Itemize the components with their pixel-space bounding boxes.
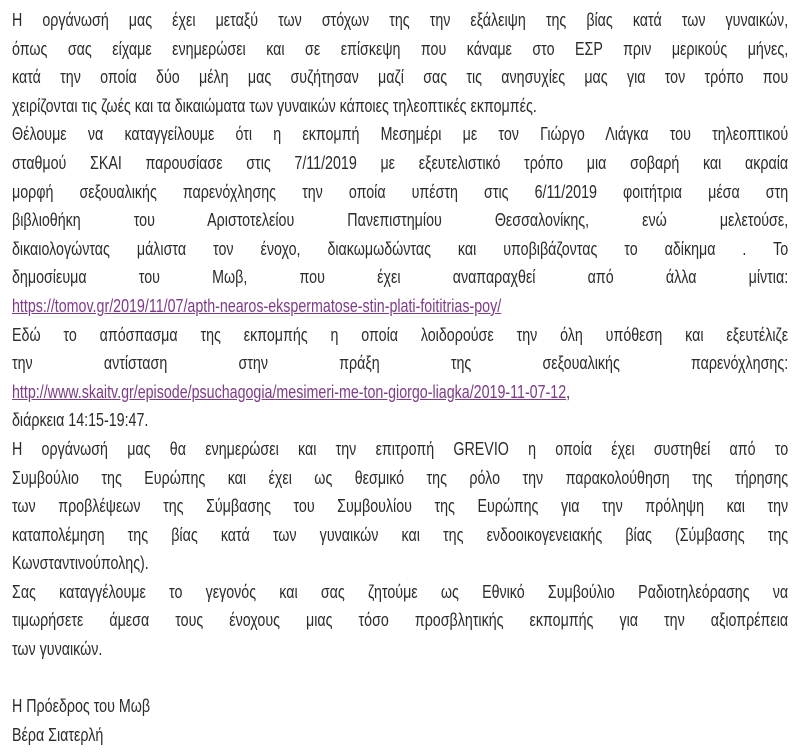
text-line: δημοσίευμα του Μωβ, που έχει αναπαραχθεί από άλλα μίντια: (12, 267, 789, 288)
text-line: Σας καταγγέλουμε το γεγονός και σας ζητούμε ως Εθνικό Συμβούλιο Ραδιοτηλεόρασης να (12, 581, 789, 602)
duration-text: διάρκεια 14:15-19:47. (12, 410, 149, 431)
text-line: κατά την οποία δύο μέλη μας συζήτησαν μαζί σας τις ανησυχίες μας για τον τρόπο που (12, 67, 789, 88)
text-line: τιμωρήσετε άμεσα τους ένοχους μιας τόσο προσβλητικής εκπομπής για την αξιοπρέπεια (12, 610, 789, 631)
skaitv-episode-link[interactable]: http://www.skaitv.gr/episode/psuchagogia/mesimeri-me-ton-giorgo-liagka/2019-11-07-12 (12, 381, 567, 402)
tomov-article-link[interactable]: https://tomov.gr/2019/11/07/apth-nearos-ekspermatose-stin-plati-foititrias-poy/ (12, 295, 502, 316)
letter-body (12, 6, 788, 749)
text-line: των προβλέψεων της Σύμβασης του Συμβουλίου της Ευρώπης για την πρόληψη και την (12, 496, 789, 517)
text-line: Εδώ το απόσπασμα της εκπομπής η οποία λοιδορούσε την όλη υπόθεση και εξευτέλιζε (12, 324, 789, 345)
signature-name: Βέρα Σιατερλή (12, 724, 104, 745)
text-line: Κωνσταντινούπολης). (12, 553, 149, 574)
text-line: καταπολέμηση της βίας κατά των γυναικών και της ενδοοικογενειακής βίας (Σύμβασης της (12, 524, 789, 545)
text-line: των γυναικών. (12, 639, 103, 660)
paragraph-complaint (12, 120, 788, 320)
link-line (12, 378, 788, 407)
text-line: βιβλιοθήκη του Αριστοτελείου Πανεπιστημίου Θεσσαλονίκης, ενώ μελετούσε, (12, 210, 789, 231)
spacer (12, 664, 788, 693)
text-line: Η οργάνωσή μας θα ενημερώσει και την επιτροπή GREVIO η οποία έχει συστηθεί από το (12, 438, 789, 459)
text-line: Θέλουμε να καταγγείλουμε ότι η εκπομπή Μεσημέρι με τον Γιώργο Λιάγκα του τηλεοπτικού (12, 124, 789, 145)
link-suffix: , (566, 381, 571, 402)
link-line (12, 292, 788, 321)
text-line: σταθμού ΣΚΑΙ παρουσίασε στις 7/11/2019 με εξευτελιστικό τρόπο μια σοβαρή και ακραία (12, 152, 789, 173)
text-line: την αντίσταση στην πράξη της σεξουαλικής παρενόχλησης: (12, 353, 789, 374)
paragraph-request (12, 578, 788, 664)
signature-block (12, 692, 788, 749)
paragraph-excerpt (12, 321, 788, 435)
text-line: μορφή σεξουαλικής παρενόχλησης την οποία υπέστη στις 6/11/2019 φοιτήτρια μέσα στη (12, 181, 789, 202)
text-line: Η οργάνωσή μας έχει μεταξύ των στόχων της την εξάλειψη της βίας κατά των γυναικών, (12, 10, 789, 30)
text-line: Συμβούλιο της Ευρώπης και έχει ως θεσμικό της ρόλο την παρακολούθηση της τήρησης (12, 467, 789, 488)
text-line: όπως σας είχαμε ενημερώσει και σε επίσκεψη που κάναμε στο ΕΣΡ πριν μερικούς μήνες, (12, 38, 789, 59)
signature-role: Η Πρόεδρος του Μωβ (12, 696, 151, 717)
text-line: δικαιολογώντας μάλιστα τον ένοχο, διακωμωδώντας και υποβιβάζοντας το αδίκημα . Το (12, 238, 789, 259)
text-line: χειρίζονται τις ζωές και τα δικαιώματα των γυναικών κάποιες τηλεοπτικές εκπομπές. (12, 95, 537, 116)
paragraph-grevio (12, 435, 788, 578)
paragraph-intro (12, 6, 788, 120)
